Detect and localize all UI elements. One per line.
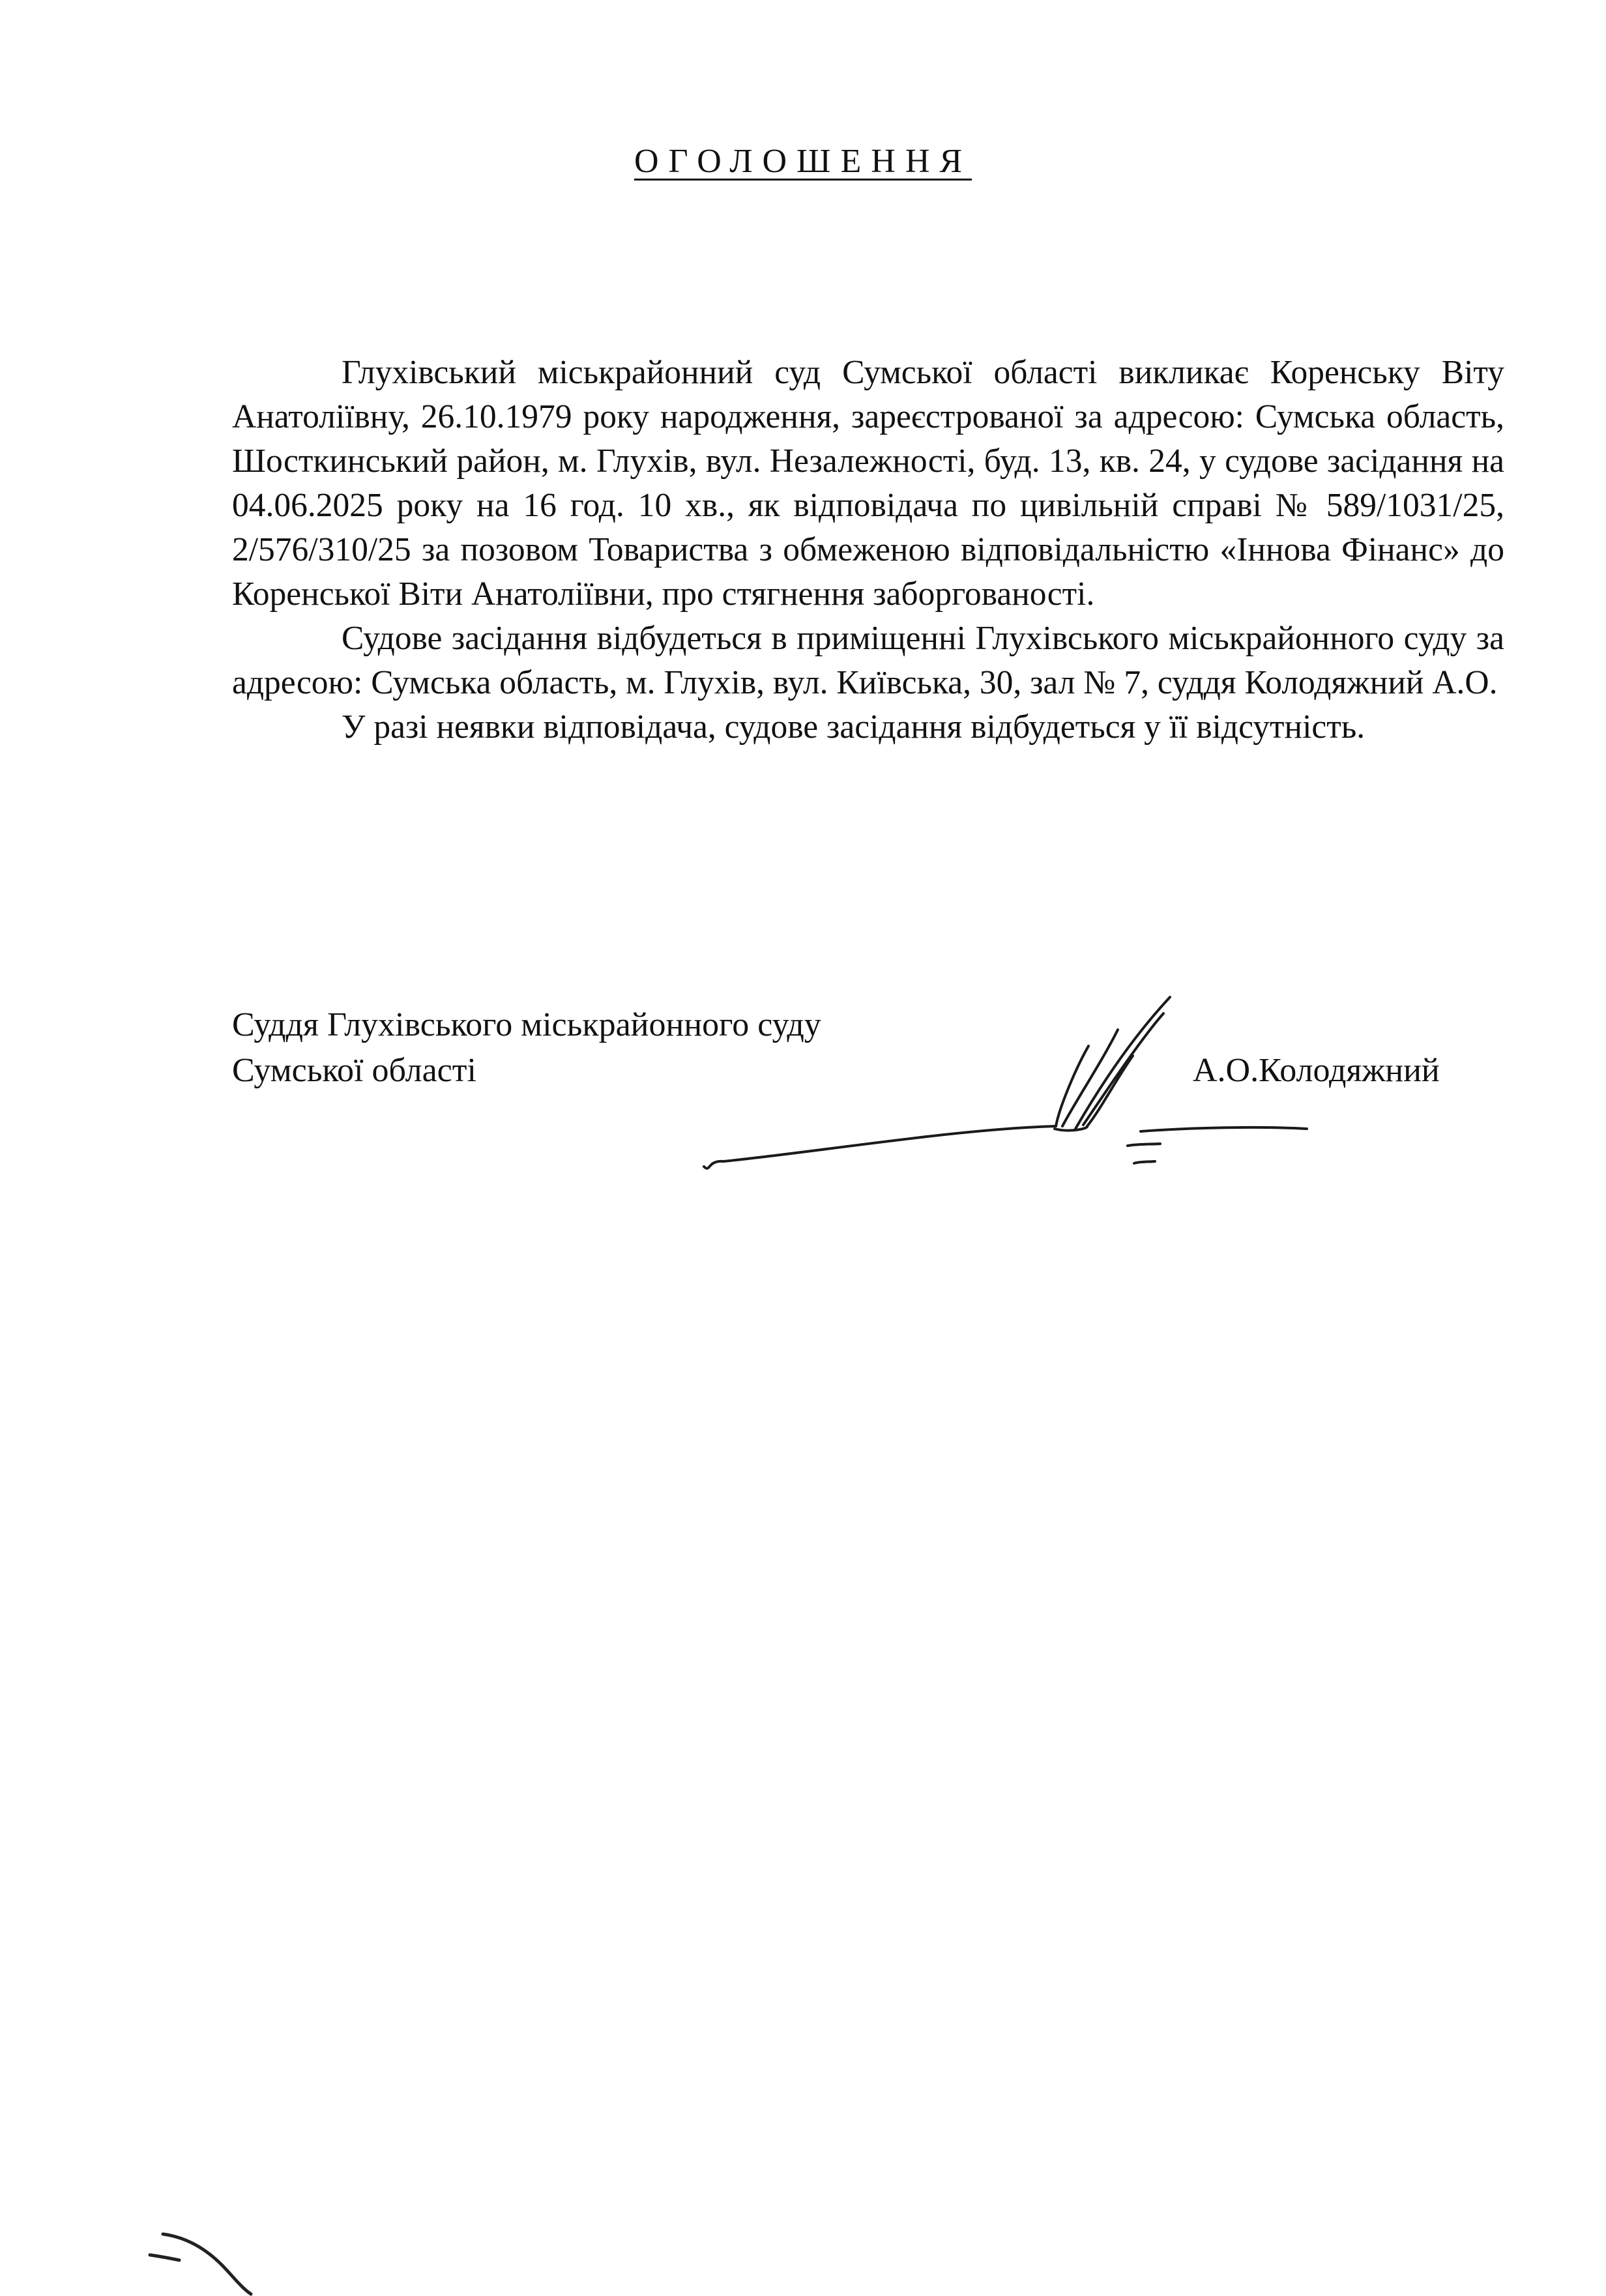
document-body xyxy=(232,351,1504,749)
document-title: ОГОЛОШЕННЯ xyxy=(634,143,972,180)
paragraph-summons: Глухівський міськрайонний суд Сумської області викликає Коренську Віту Анатоліївну, 26.10.1979 року народження, зареєстрованої за адресою: Сумська область, Шосткинський район, м. Глухів, вул. Незалежності, буд. 13, кв. 24, у судове засідання на 04.06.2025 року на 16 год. 10 хв., як відповідача по цивільній справі № 589/1031/25, 2/576/310/25 за позовом Товариства з обмеженою відповідальністю «Іннова Фінанс» до Коренської Віти Анатоліївни, про стягнення заборгованості. xyxy=(232,354,1504,613)
paragraph-absence: У разі неявки відповідача, судове засідання відбудеться у її відсутність. xyxy=(342,708,1365,746)
signatory-name: А.О.Колодяжний xyxy=(1193,1052,1440,1089)
signatory-position-line-2: Сумської області xyxy=(232,1052,476,1089)
scan-mark xyxy=(143,2229,274,2296)
signatory-position-line-1: Суддя Глухівського міськрайонного суду xyxy=(232,1006,821,1043)
paragraph-venue: Судове засідання відбудеться в приміщенні Глухівського міськрайонного суду за адресою: Сумська область, м. Глухів, вул. Київська, 30, зал № 7, суддя Колодяжний А.О. xyxy=(232,620,1504,701)
